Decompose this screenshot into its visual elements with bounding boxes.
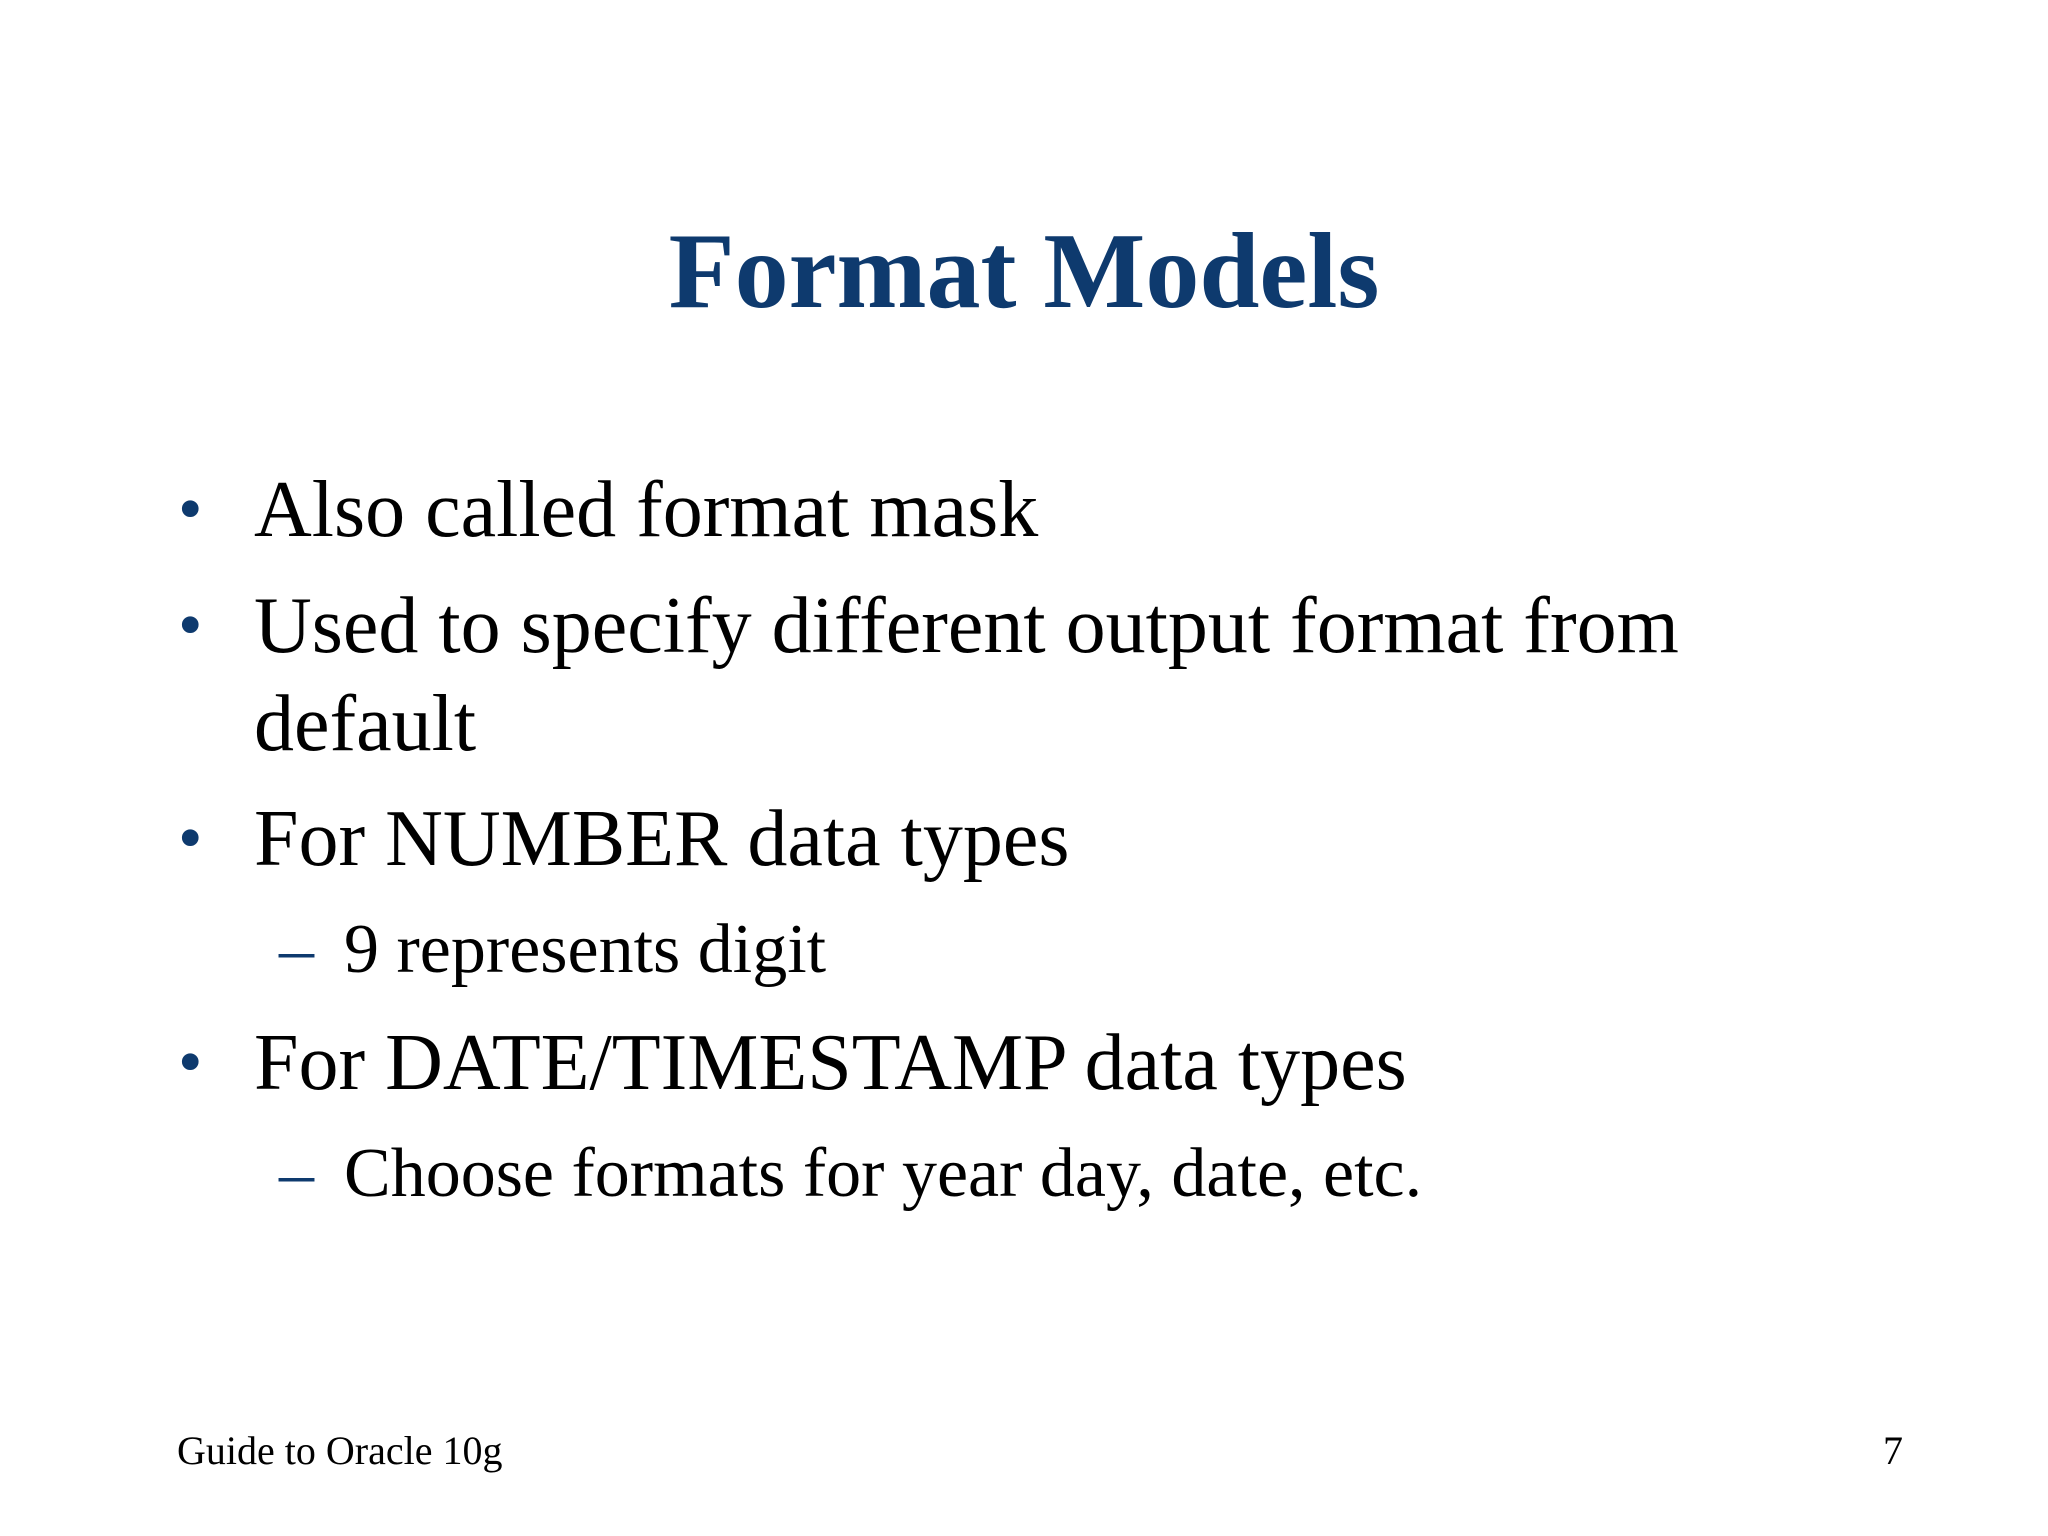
- bullet-marker: •: [178, 471, 203, 548]
- footer-title: Guide to Oracle 10g: [177, 1428, 503, 1473]
- sub-item-represents-digit: 9 represents digit: [344, 911, 827, 988]
- bullet-item-number-types: For NUMBER data types: [254, 795, 1070, 883]
- bullet-marker: •: [178, 1024, 203, 1101]
- bullet-marker: •: [178, 587, 203, 664]
- bullet-item-used-to-specify: Used to specify different output format from: [254, 582, 1679, 670]
- sub-item-choose-formats: Choose formats for year day, date, etc.: [344, 1135, 1423, 1212]
- slide-title: Format Models: [668, 212, 1380, 331]
- bullet-item-used-to-specify-continued: default: [254, 680, 477, 768]
- page-number: 7: [1883, 1428, 1903, 1473]
- sub-bullet-marker: –: [279, 911, 314, 988]
- sub-bullet-marker: –: [279, 1135, 314, 1212]
- bullet-marker: •: [178, 800, 203, 877]
- bullet-item-date-types: For DATE/TIMESTAMP data types: [254, 1019, 1407, 1107]
- bullet-item-also-called: Also called format mask: [254, 466, 1039, 554]
